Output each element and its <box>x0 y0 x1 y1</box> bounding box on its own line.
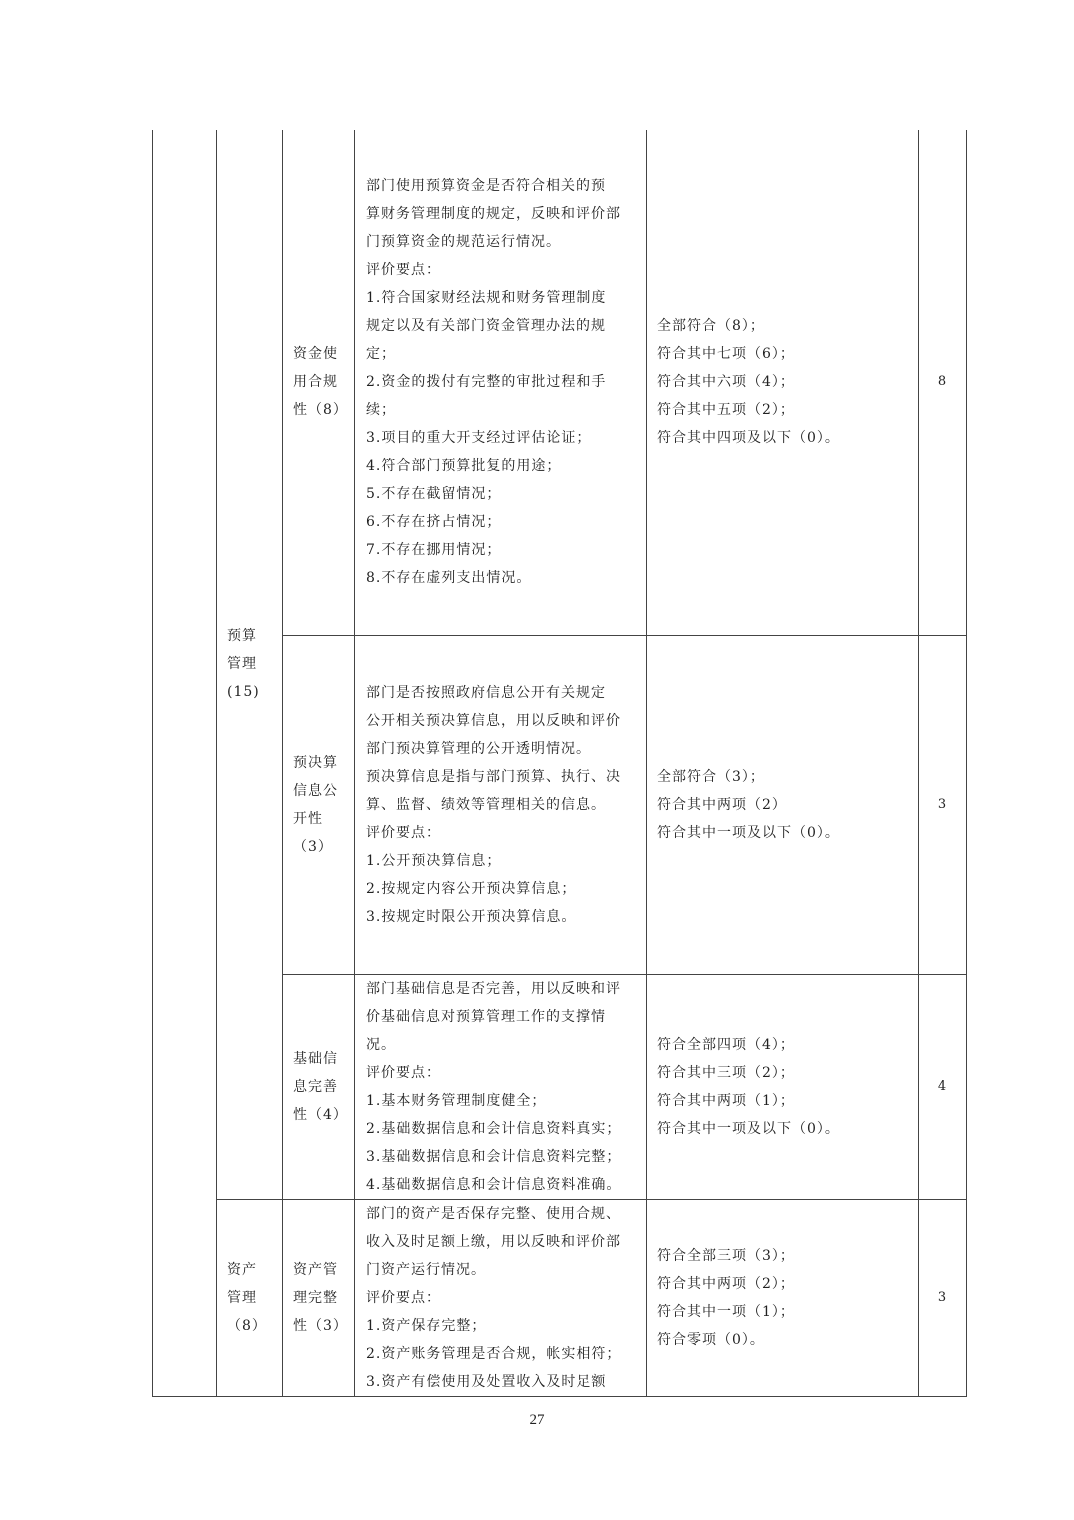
standard-line: 符合零项（0）。 <box>657 1331 765 1348</box>
criteria-line: 7.不存在挪用情况； <box>366 542 502 559</box>
criteria-line: 规定以及有关部门资金管理办法的规 <box>366 318 606 335</box>
criteria-line: 价基础信息对预算管理工作的支撑情 <box>366 1008 606 1025</box>
indicator-label: 性（4） <box>293 1106 348 1123</box>
standard-line: 符合其中七项（6）； <box>657 346 795 363</box>
criteria-line: 4.基础数据信息和会计信息资料准确。 <box>366 1176 622 1193</box>
criteria-line: 部门是否按照政府信息公开有关规定 <box>366 684 606 701</box>
category-label: (15) <box>227 684 260 701</box>
criteria-line: 2.资产账务管理是否合规，帐实相符； <box>366 1345 622 1362</box>
standard-line: 全部符合（8）； <box>657 318 765 335</box>
criteria-line: 定； <box>366 346 396 363</box>
criteria-line: 门预算资金的规范运行情况。 <box>366 234 561 251</box>
criteria-cell <box>355 130 647 635</box>
criteria-line: 部门的资产是否保存完整、使用合规、 <box>366 1205 621 1222</box>
standard-line: 符合其中两项（2）； <box>657 1275 795 1292</box>
standard-cell <box>647 974 919 1199</box>
criteria-cell <box>355 1199 647 1396</box>
indicator-label: 信息公 <box>293 782 338 799</box>
page-number: 27 <box>529 1412 545 1428</box>
score-cell: 8 <box>919 130 967 635</box>
criteria-line: 1.公开预决算信息； <box>366 852 502 869</box>
criteria-line: 续； <box>366 402 396 419</box>
indicator-label: 息完善 <box>293 1078 338 1095</box>
criteria-line: 门资产运行情况。 <box>366 1261 486 1278</box>
indicator-label: 用合规 <box>293 374 338 391</box>
criteria-line: 1.基本财务管理制度健全； <box>366 1092 547 1109</box>
table-row <box>153 130 967 635</box>
indicator-cell <box>283 974 355 1199</box>
evaluation-table <box>152 130 967 1397</box>
criteria-line: 2.基础数据信息和会计信息资料真实； <box>366 1120 622 1137</box>
criteria-line: 3.项目的重大开支经过评估论证； <box>366 430 592 447</box>
criteria-line: 算财务管理制度的规定，反映和评价部 <box>366 206 621 223</box>
criteria-line: 部门基础信息是否完善，用以反映和评 <box>366 980 621 997</box>
category-budget-cell <box>217 130 283 1199</box>
criteria-line: 部门使用预算资金是否符合相关的预 <box>366 178 606 195</box>
score-cell: 4 <box>919 974 967 1199</box>
criteria-line: 2.按规定内容公开预决算信息； <box>366 880 577 897</box>
level1-category-cell <box>153 130 217 1396</box>
criteria-line: 公开相关预决算信息，用以反映和评价 <box>366 712 621 729</box>
score-cell: 3 <box>919 1199 967 1396</box>
criteria-line: 评价要点： <box>366 824 441 841</box>
criteria-line: 2.资金的拨付有完整的审批过程和手 <box>366 374 607 391</box>
criteria-cell <box>355 974 647 1199</box>
criteria-line: 4.符合部门预算批复的用途； <box>366 458 562 475</box>
indicator-label: 性（8） <box>293 402 348 419</box>
category-asset-cell <box>217 1199 283 1396</box>
criteria-line: 部门预决算管理的公开透明情况。 <box>366 740 591 757</box>
indicator-label: 性（3） <box>293 1317 348 1334</box>
table-row <box>153 1199 967 1396</box>
standard-line: 符合全部三项（3）； <box>657 1247 795 1264</box>
standard-line: 符合其中一项及以下（0）。 <box>657 824 840 841</box>
category-label: （8） <box>227 1317 267 1334</box>
indicator-label: 资金使 <box>293 346 338 363</box>
standard-line: 符合全部四项（4）； <box>657 1036 795 1053</box>
category-label: 资产 <box>227 1261 257 1278</box>
criteria-line: 预决算信息是指与部门预算、执行、决 <box>366 768 621 785</box>
indicator-label: 预决算 <box>293 754 338 771</box>
criteria-line: 评价要点： <box>366 1064 441 1081</box>
standard-line: 符合其中六项（4）； <box>657 374 795 391</box>
criteria-line: 况。 <box>366 1036 396 1053</box>
indicator-cell <box>283 1199 355 1396</box>
standard-line: 符合其中两项（2） <box>657 796 787 813</box>
criteria-line: 1.资产保存完整； <box>366 1317 487 1334</box>
criteria-line: 算、监督、绩效等管理相关的信息。 <box>366 796 606 813</box>
standard-line: 符合其中两项（1）； <box>657 1092 795 1109</box>
standard-line: 符合其中三项（2）； <box>657 1064 795 1081</box>
criteria-line: 1.符合国家财经法规和财务管理制度 <box>366 290 607 307</box>
criteria-line: 评价要点： <box>366 262 441 279</box>
indicator-label: 基础信 <box>293 1050 338 1067</box>
criteria-line: 3.按规定时限公开预决算信息。 <box>366 908 577 925</box>
category-label: 预算 <box>227 628 257 645</box>
standard-line: 符合其中四项及以下（0）。 <box>657 430 840 447</box>
criteria-line: 评价要点： <box>366 1289 441 1306</box>
standard-line: 符合其中五项（2）； <box>657 402 795 419</box>
standard-cell <box>647 635 919 974</box>
criteria-line: 3.资产有偿使用及处置收入及时足额 <box>366 1373 607 1390</box>
criteria-cell <box>355 635 647 974</box>
score-cell: 3 <box>919 635 967 974</box>
category-label: 管理 <box>227 1289 257 1306</box>
standard-cell <box>647 130 919 635</box>
standard-line: 符合其中一项及以下（0）。 <box>657 1120 840 1137</box>
standard-cell <box>647 1199 919 1396</box>
indicator-cell <box>283 635 355 974</box>
indicator-cell <box>283 130 355 635</box>
criteria-line: 5.不存在截留情况； <box>366 486 502 503</box>
criteria-line: 6.不存在挤占情况； <box>366 514 502 531</box>
criteria-line: 收入及时足额上缴，用以反映和评价部 <box>366 1233 621 1250</box>
category-label: 管理 <box>227 656 257 673</box>
indicator-label: （3） <box>293 838 333 855</box>
standard-line: 符合其中一项（1）； <box>657 1303 795 1320</box>
standard-line: 全部符合（3）； <box>657 768 765 785</box>
indicator-label: 理完整 <box>293 1289 338 1306</box>
indicator-label: 资产管 <box>293 1261 338 1278</box>
indicator-label: 开性 <box>293 810 323 827</box>
criteria-line: 3.基础数据信息和会计信息资料完整； <box>366 1148 622 1165</box>
criteria-line: 8.不存在虚列支出情况。 <box>366 570 532 587</box>
